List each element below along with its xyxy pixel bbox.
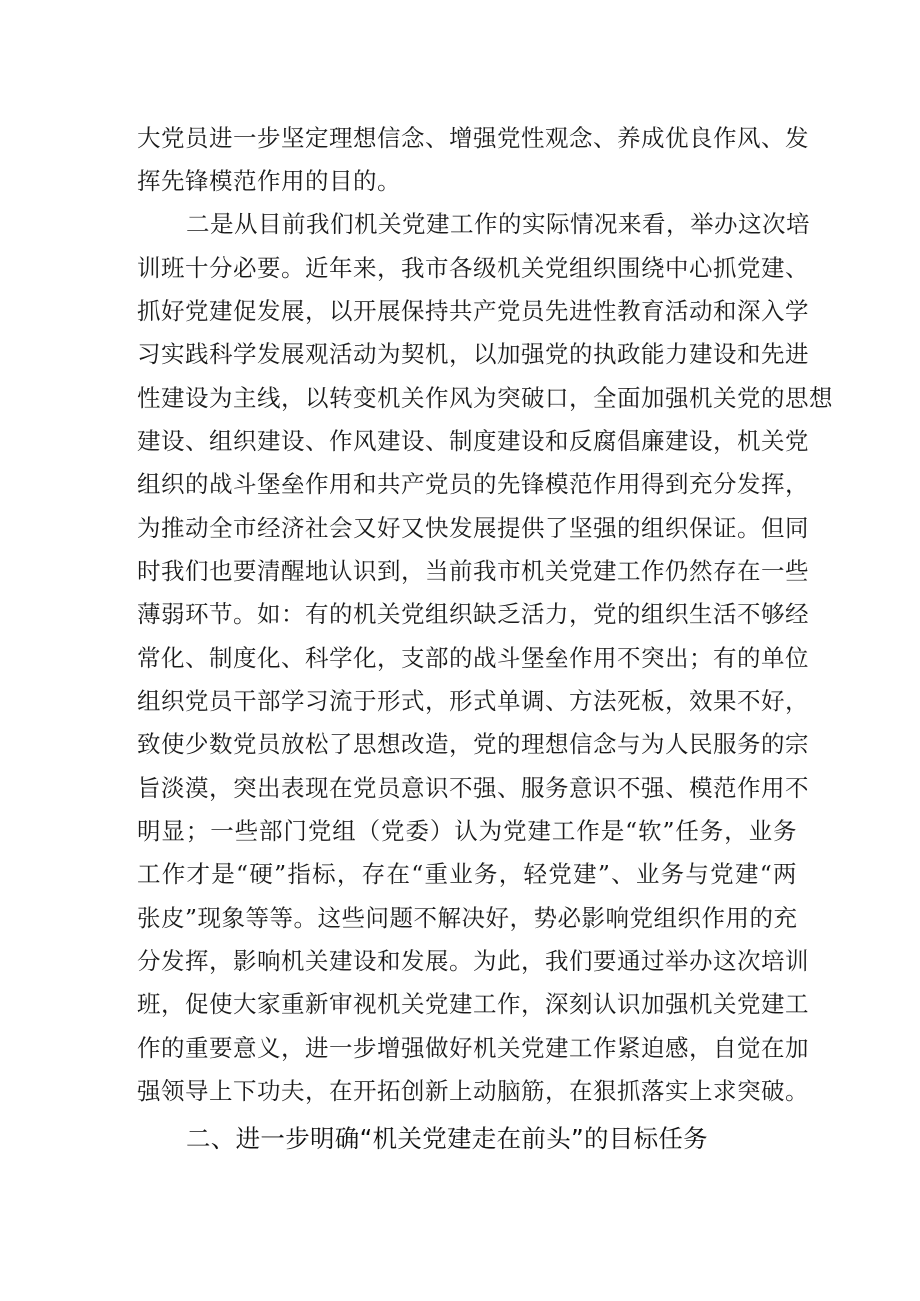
- paragraph-2-line-12: 组织党员干部学习流于形式，形式单调、方法死板，效果不好，: [137, 687, 809, 715]
- paragraph-2-line-20: 作的重要意义，进一步增强做好机关党建工作紧迫感，自觉在加: [137, 1034, 809, 1062]
- paragraph-2-line-1: 二是从目前我们机关党建工作的实际情况来看，举办这次培: [186, 210, 810, 238]
- paragraph-2-line-13: 致使少数党员放松了思想改造，党的理想信念与为人民服务的宗: [137, 730, 809, 758]
- paragraph-2-line-11: 常化、制度化、科学化，支部的战斗堡垒作用不突出；有的单位: [137, 644, 809, 672]
- paragraph-2-line-17: 张皮”现象等等。这些问题不解决好，势必影响党组织作用的充: [137, 904, 798, 932]
- paragraph-2-line-5: 性建设为主线，以转变机关作风为突破口，全面加强机关党的思想: [137, 384, 833, 412]
- paragraph-2-line-9: 时我们也要清醒地认识到，当前我市机关党建工作仍然存在一些: [137, 557, 809, 585]
- paragraph-2-line-8: 为推动全市经济社会又好又快发展提供了坚强的组织保证。但同: [137, 514, 809, 542]
- paragraph-2-line-18: 分发挥，影响机关建设和发展。为此，我们要通过举办这次培训: [137, 947, 809, 975]
- section-heading: 二、进一步明确“机关党建走在前头”的目标任务: [186, 1124, 708, 1153]
- paragraph-2-line-4: 习实践科学发展观活动为契机，以加强党的执政能力建设和先进: [137, 340, 809, 368]
- paragraph-2-line-21: 强领导上下功夫，在开拓创新上动脑筋，在狠抓落实上求突破。: [137, 1077, 809, 1105]
- paragraph-2-line-16: 工作才是“硬”指标，存在“重业务，轻党建”、业务与党建“两: [137, 860, 797, 888]
- paragraph-2-line-15: 明显；一些部门党组（党委）认为党建工作是“软”任务，业务: [137, 817, 797, 845]
- paragraph-2-line-10: 薄弱环节。如：有的机关党组织缺乏活力，党的组织生活不够经: [137, 600, 809, 628]
- paragraph-2-line-7: 组织的战斗堡垒作用和共产党员的先锋模范作用得到充分发挥，: [137, 470, 809, 498]
- paragraph-2-line-3: 抓好党建促发展，以开展保持共产党员先进性教育活动和深入学: [137, 297, 809, 325]
- paragraph-1-line-2: 挥先锋模范作用的目的。: [137, 167, 401, 195]
- paragraph-2-line-19: 班，促使大家重新审视机关党建工作，深刻认识加强机关党建工: [137, 990, 809, 1018]
- paragraph-1-line-1: 大党员进一步坚定理想信念、增强党性观念、养成优良作风、发: [137, 124, 809, 152]
- paragraph-2-line-14: 旨淡漠，突出表现在党员意识不强、服务意识不强、模范作用不: [137, 774, 809, 802]
- paragraph-2-line-6: 建设、组织建设、作风建设、制度建设和反腐倡廉建设，机关党: [137, 427, 809, 455]
- paragraph-2-line-2: 训班十分必要。近年来，我市各级机关党组织围绕中心抓党建、: [137, 254, 809, 282]
